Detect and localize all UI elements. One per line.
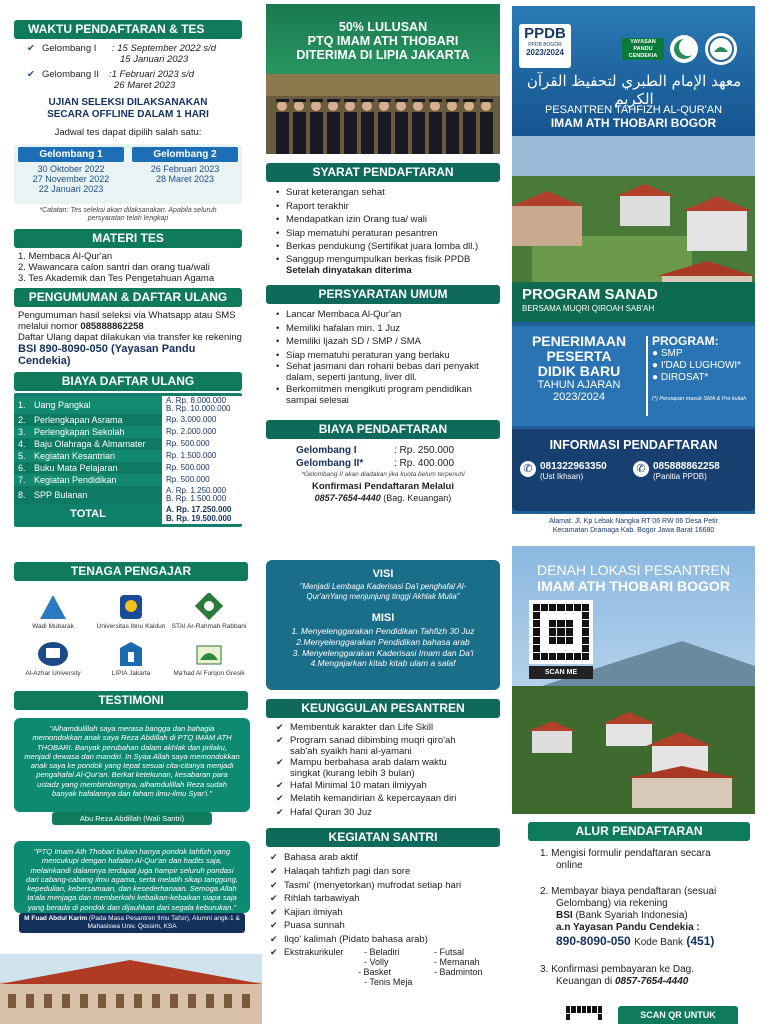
fee-no: 4. bbox=[14, 438, 30, 450]
list-item: ✔ Puasa sunnah bbox=[270, 919, 500, 933]
text-line: melalui nomor bbox=[18, 320, 78, 332]
gelombang-1-fee: : Rp. 250.000 bbox=[394, 445, 455, 457]
ujian-line-1: UJIAN SELEKSI DILAKSANAKAN bbox=[48, 97, 208, 108]
logo-caption: Ma'had Al Furqon Gresik bbox=[173, 670, 245, 677]
denah-title bbox=[512, 562, 755, 594]
step-1: 1. Mengisi formulir pendaftaran secara bbox=[540, 848, 711, 859]
program-header: PROGRAM: bbox=[652, 334, 719, 348]
fee-row bbox=[14, 474, 242, 486]
account-number: 890-8090-050 bbox=[556, 934, 631, 948]
fee-name: Kegiatan Kesantrian bbox=[30, 450, 162, 462]
university-logo bbox=[92, 640, 170, 677]
date: 26 Februari 2023 bbox=[150, 164, 220, 174]
misi-list bbox=[266, 626, 500, 669]
wa-who: (Panitia PPDB) bbox=[653, 472, 707, 481]
date: 30 Oktober 2022 bbox=[37, 164, 105, 174]
pen-line: DIDIK BARU bbox=[537, 363, 621, 379]
testimonial-2-author bbox=[19, 913, 245, 933]
list-item: • Mendapatkan izin Orang tua/ wali bbox=[274, 213, 500, 227]
denah-line: IMAM ATH THOBARI BOGOR bbox=[537, 578, 730, 594]
fee-row bbox=[14, 450, 242, 462]
g1-dates2: 15 Januari 2023 bbox=[120, 54, 189, 65]
testimonial-2: "PTQ Imam Ath Thobari bukan hanya pondok tahfizh yang mencukupi dengan hafalan Al-Qur'an dan hadits saja, melainkandi dalamnya terdapat juga hampir seluruh pondasi dari cabang-cabang ilmu agama, serta melatih sikap tanggung, kepedulian, kebersamaan, dan kesederhanaan. Semoga Allah ta'ala menjaga dan memberkahi kebaikan-kebaikan siapa saja yang berada di pondok dan dijauhkan dari segala keburukan." bbox=[14, 841, 250, 913]
konfirmasi-label: Konfirmasi Pendaftaran Melalui bbox=[311, 481, 454, 493]
catatan-line: persyaratan telah lengkap bbox=[87, 215, 169, 223]
bank-code: (451) bbox=[686, 934, 715, 948]
list-item: ✔ Ilqo' kalimah (Pidato bahasa arab) bbox=[270, 933, 500, 947]
list-item-text: Sanggup mengumpulkan berkas fisik PPDB bbox=[286, 253, 471, 265]
school-title bbox=[512, 104, 755, 130]
pen-line: TAHUN AJARAN bbox=[537, 379, 621, 391]
g2-dates2: 26 Maret 2023 bbox=[114, 80, 176, 91]
testimonial-1-author: Abu Reza Abdillah (Wali Santri) bbox=[52, 812, 212, 825]
ppdb-year: 2023/2024 bbox=[526, 48, 564, 57]
phone-number: 085888862258 bbox=[80, 320, 144, 332]
visi-text: "Menjadi Lembaga Kaderisasi Da'i penghafal Al-Qur'anYang menjunjung tinggi Akhlak Mulia" bbox=[299, 582, 467, 601]
panel-requirements bbox=[266, 4, 500, 509]
list-item: • Siap mematuhi peraturan pesantren bbox=[274, 227, 500, 241]
list-item: ✔ Halaqah tahfizh pagi dan sore bbox=[270, 865, 500, 879]
university-logo bbox=[170, 640, 248, 677]
ekstra-item: - Memanah bbox=[434, 956, 480, 967]
university-logo bbox=[170, 593, 248, 630]
graduates-photo bbox=[266, 74, 500, 154]
ekstra-item: - Futsal bbox=[434, 946, 465, 957]
list-item: 1. Membaca Al-Qur'an bbox=[18, 250, 113, 262]
section-header-keunggulan: KEUNGGULAN PESANTREN bbox=[266, 699, 500, 718]
school-building-photo bbox=[0, 954, 262, 1024]
banner-line: PTQ IMAM ATH THOBARI bbox=[307, 34, 459, 48]
fee-name: Perlengkapan Asrama bbox=[30, 414, 162, 426]
author-role: (Pada Masa Pesantren Ilmu Tafsir), Alumni angk-1 & Mahasiswa Univ. Qossim, KSA bbox=[87, 915, 240, 930]
stai-logo-icon bbox=[194, 593, 224, 621]
logo-caption: LIPIA Jakarta bbox=[111, 670, 151, 677]
program-list bbox=[652, 334, 747, 402]
section-header-biaya-pendaftaran: BIAYA PENDAFTARAN bbox=[266, 420, 500, 439]
total-a: A. Rp. 17.250.000 bbox=[166, 504, 232, 514]
fee-row bbox=[14, 396, 242, 414]
fee-row bbox=[14, 438, 242, 450]
catatan bbox=[14, 207, 242, 224]
list-item: ✔ Tasmi' (menyetorkan) mufrodat setiap hari bbox=[270, 879, 500, 893]
fee-no: 8. bbox=[14, 486, 30, 504]
fee-row bbox=[14, 414, 242, 426]
fee-value: Rp. 500.000 bbox=[166, 474, 210, 484]
syarat-list bbox=[274, 186, 500, 276]
keunggulan-list bbox=[276, 721, 476, 819]
lipia-logo-icon bbox=[116, 640, 146, 668]
section-header-syarat: SYARAT PENDAFTARAN bbox=[266, 163, 500, 182]
fee-no: 1. bbox=[14, 396, 30, 414]
denah-line: DENAH LOKASI PESANTREN bbox=[537, 562, 730, 578]
pen-line: PENERIMAAN bbox=[531, 333, 627, 349]
yayasan-logo bbox=[622, 38, 664, 60]
section-header-alur: ALUR PENDAFTARAN bbox=[528, 822, 750, 841]
university-logo bbox=[92, 593, 170, 630]
kegiatan-list bbox=[270, 851, 500, 946]
text-line: Daftar Ulang dapat dilakukan via transfer ke rekening bbox=[18, 331, 242, 343]
section-header-umum: PERSYARATAN UMUM bbox=[266, 285, 500, 304]
list-item: • Memiliki hafalan min. 1 Juz bbox=[274, 322, 500, 336]
fee-table bbox=[14, 393, 242, 527]
misi-item: 3. Menyelenggarakan Kaderisasi Imam dan Da'i bbox=[292, 647, 474, 658]
step-2: 2. Membayar biaya pendaftaran (sesuai bbox=[540, 886, 717, 897]
ujian-line-2: SECARA OFFLINE DALAM 1 HARI bbox=[47, 109, 209, 120]
qr-code-location[interactable] bbox=[529, 600, 593, 664]
bank-code-label: Kode Bank bbox=[634, 937, 684, 948]
bank-account: BSI 890-8090-050 (Yayasan Pandu bbox=[18, 342, 196, 355]
misi-header: MISI bbox=[371, 612, 395, 624]
list-item: 3. Tes Akademik dan Tes Pengetahuan Agama bbox=[18, 272, 215, 284]
ppdb-title: PPDB bbox=[524, 25, 566, 42]
step-3: 3. Konfirmasi pembayaran ke Dag. bbox=[540, 964, 694, 975]
fee-value: A. Rp. 8.000.000 bbox=[166, 395, 227, 405]
section-header-waktu: WAKTU PENDAFTARAN & TES bbox=[14, 20, 242, 39]
university-logo bbox=[14, 593, 92, 630]
logo-caption: STAI Ar-Rahmah Rabbani bbox=[171, 623, 247, 630]
fee-name: Kegiatan Pendidikan bbox=[30, 474, 162, 486]
address-line: Kecamatan Dramaga Kab. Bogor Jawa Barat 16680 bbox=[552, 527, 715, 534]
ekstra-item: - Basket bbox=[358, 966, 392, 977]
jadwal-table bbox=[14, 144, 242, 204]
umum-list bbox=[274, 308, 500, 406]
banner-line: 50% LULUSAN bbox=[338, 20, 428, 34]
fee-no: 7. bbox=[14, 474, 30, 486]
program-note: (*) Persiapan masuk SMA & Pra kuliah bbox=[652, 396, 747, 402]
list-item: ✔ Rihlah tarbawiyah bbox=[270, 892, 500, 906]
step-1-cont: online bbox=[556, 860, 583, 871]
banner-line: DITERIMA DI LIPIA JAKARTA bbox=[296, 48, 470, 62]
ekstra-label: Ekstrakurikuler bbox=[284, 946, 344, 957]
address-line: Alamat: Jl. Kp Lebak Nangka RT 06 RW 06 Desa Petir bbox=[549, 518, 718, 525]
alur-steps bbox=[540, 848, 754, 988]
bank-account-name: Cendekia) bbox=[18, 354, 71, 367]
step-3-cont: Keuangan di bbox=[556, 976, 613, 987]
sanad-title: PROGRAM SANAD bbox=[522, 286, 658, 303]
list-item bbox=[274, 254, 500, 276]
tab-gelombang-1: Gelombang 1 bbox=[18, 147, 124, 162]
graduates-banner bbox=[266, 4, 500, 154]
check-icon: ✔ bbox=[270, 946, 278, 957]
arabic-name: معهد الإمام الطبري لتحفيظ القرآن الكريم bbox=[526, 72, 742, 108]
logo-text: PANDU bbox=[633, 46, 653, 52]
date: 22 Januari 2023 bbox=[38, 184, 104, 194]
logo-caption: Al-Azhar University bbox=[25, 670, 81, 677]
gelombang-2-fee: : Rp. 400.000 bbox=[394, 458, 455, 470]
ibnu-kaldun-logo-icon bbox=[116, 593, 146, 621]
g1-dates: : 15 September 2022 s/d bbox=[112, 43, 217, 54]
list-item: ✔ Hafal Minimal 10 matan ilmiyyah bbox=[276, 779, 476, 793]
wa-number: 081322963350 bbox=[540, 461, 607, 472]
program-item-text: DIROSAT* bbox=[660, 372, 709, 383]
fee-row bbox=[14, 462, 242, 474]
al-furqon-logo-icon bbox=[194, 640, 224, 668]
whatsapp-icon: ✆ bbox=[520, 461, 536, 477]
fee-no: 3. bbox=[14, 426, 30, 438]
tab-gelombang-2: Gelombang 2 bbox=[132, 147, 238, 162]
jadwal-text: Jadwal tes dapat dipilih salah satu: bbox=[54, 127, 202, 138]
scan-me-label: SCAN ME bbox=[529, 666, 593, 679]
list-item: ✔ Kajian ilmiyah bbox=[270, 906, 500, 920]
sanad-sub: BERSAMA MUQRI QIROAH SAB'AH bbox=[522, 304, 655, 313]
ujian-note bbox=[14, 97, 242, 121]
fee-row bbox=[14, 486, 242, 504]
catatan-line: *Catatan: Tes seleksi akan dilaksanakan. Apabila seluruh bbox=[39, 207, 217, 214]
ppdb-info bbox=[512, 326, 755, 426]
list-item: • Berkas pendukung (Sertifikat juara lomba dll.) bbox=[274, 240, 500, 254]
school-emblem-icon bbox=[704, 32, 738, 66]
fee-value: B. Rp. 1.500.000 bbox=[166, 493, 227, 503]
list-item: • Memiliki Ijazah SD / SMP / SMA bbox=[274, 335, 500, 349]
konfirmasi-phone: 0857-7654-4440 bbox=[314, 493, 381, 504]
ekstrakurikuler bbox=[266, 947, 500, 987]
wadi-mubarak-logo-icon bbox=[38, 593, 68, 621]
list-item: ✔ Hafal Quran 30 Juz bbox=[276, 806, 476, 820]
panel-vision bbox=[266, 560, 500, 1024]
whatsapp-icon: ✆ bbox=[633, 461, 649, 477]
section-header-biaya-daftar-ulang: BIAYA DAFTAR ULANG bbox=[14, 372, 242, 391]
g2-dates: :1 Februari 2023 s/d bbox=[109, 69, 195, 80]
gelombang-2-row bbox=[14, 69, 242, 95]
konfirmasi-who: (Bag. Keuangan) bbox=[383, 493, 452, 504]
scan-qr-label: SCAN QR UNTUK bbox=[618, 1006, 738, 1024]
fee-no: 6. bbox=[14, 462, 30, 474]
title-line: IMAM ATH THOBARI BOGOR bbox=[550, 116, 717, 130]
ppdb-badge bbox=[519, 24, 571, 68]
list-item: • Berkomitmen mengikuti program pendidikan sampai selesai bbox=[274, 385, 500, 406]
fee-value: Rp. 2.000.000 bbox=[166, 426, 217, 436]
divider bbox=[646, 336, 648, 416]
list-item: ✔ Program sanad dibimbing muqri qiro'ah sab'ah syaikh hani al-yamani bbox=[276, 735, 476, 757]
panel-cover bbox=[512, 6, 755, 536]
program-item: ● SMP bbox=[652, 348, 683, 359]
sanad-banner bbox=[512, 282, 755, 322]
list-item: • Siap mematuhi peraturan yang berlaku bbox=[274, 349, 500, 363]
text-line: Pengumuman hasil seleksi via Whatsapp atau SMS bbox=[18, 309, 236, 321]
misi-item: 4.Mengajarkan kitab kitab ulam a salaf bbox=[310, 658, 456, 669]
list-item-bold: Setelah dinyatakan diterima bbox=[286, 264, 412, 276]
wa-number: 085888862258 bbox=[653, 461, 720, 472]
fee-value: Rp. 500.000 bbox=[166, 462, 210, 472]
fee-value: A. Rp. 1.250.000 bbox=[166, 485, 227, 495]
contact-title: INFORMASI PENDAFTARAN bbox=[549, 438, 718, 452]
fee-name: Buku Mata Pelajaran bbox=[30, 462, 162, 474]
total-b: B. Rp. 19.500.000 bbox=[166, 513, 232, 523]
date: 28 Maret 2023 bbox=[155, 174, 215, 184]
ekstra-item: - Badminton bbox=[434, 966, 483, 977]
panel-registration-time bbox=[14, 20, 242, 527]
list-item: ✔ Membentuk karakter dan Life Skill bbox=[276, 721, 476, 735]
total-row bbox=[14, 504, 242, 524]
program-item-text: SMP bbox=[660, 348, 683, 359]
fee-note: *Gelombang II akan diadakan jika kuota belum terpenuhi bbox=[301, 471, 465, 479]
bank-name: BSI bbox=[556, 910, 573, 921]
program-item-text: I'DAD LUGHOWI* bbox=[660, 360, 742, 371]
section-header-kegiatan: KEGIATAN SANTRI bbox=[266, 828, 500, 847]
cover-header bbox=[512, 6, 755, 136]
list-item: ✔ Bahasa arab aktif bbox=[270, 851, 500, 865]
gelombang-1-row bbox=[14, 43, 242, 69]
section-header-materi: MATERI TES bbox=[14, 229, 242, 248]
gelombang-1-fee-label: Gelombang I bbox=[296, 445, 357, 457]
section-header-pengumuman: PENGUMUMAN & DAFTAR ULANG bbox=[14, 288, 242, 307]
materi-list bbox=[18, 251, 242, 284]
program-item: ● DIROSAT* bbox=[652, 372, 709, 383]
misi-item: 1. Menyelenggarakan Pendidikan Tahfizh 30 Juz bbox=[291, 626, 475, 636]
total-label: TOTAL bbox=[70, 507, 106, 520]
al-azhar-logo-icon bbox=[36, 640, 70, 668]
logo-text: CENDEKIA bbox=[628, 53, 658, 59]
bank-full: (Bank Syariah Indonesia) bbox=[575, 910, 688, 921]
testimonial-1: "Alhamdulillah saya merasa bangga dan bahagia memondokkan anak saya Reza Abdillah di PTQ IMAM ATH THOBARI. Banyak perubahan dalam akhlak dan prilaku, menjadi dewasa dan mandiri. In Syaa Allah saya memondokkan anak saya ke pondok yang tepat sesuai cita-citanya menjadi pengahafal Al-Qur'an. Berkat ketekunan, kesabaran para ustadz yang membimbingnya, alhamdulillah Reza sudah banyak hafalannya dan faham ilmu-ilmu Syar'i." bbox=[14, 718, 250, 812]
list-item: • Lancar Membaca Al-Qur'an bbox=[274, 308, 500, 322]
author-name: M Fuad Abdul Karim bbox=[24, 915, 88, 922]
panel-teachers bbox=[14, 562, 248, 1024]
pen-line: PESERTA bbox=[546, 348, 612, 364]
visi-misi-box bbox=[266, 560, 500, 690]
fee-value: Rp. 3.000.000 bbox=[166, 414, 217, 424]
list-item: ✔ Mampu berbahasa arab dalam waktu singkat (kurang lebih 3 bulan) bbox=[276, 757, 476, 779]
penerimaan-text bbox=[518, 334, 640, 403]
visi-header: VISI bbox=[372, 568, 394, 580]
list-item: ✔ Melatih kemandirian & kepercayaan diri bbox=[276, 792, 476, 806]
fee-name: SPP Bulanan bbox=[30, 486, 162, 504]
section-header-testimoni: TESTIMONI bbox=[14, 691, 248, 710]
program-item: ● I'DAD LUGHOWI* bbox=[652, 360, 742, 371]
ekstra-item: - Volly bbox=[364, 956, 389, 967]
ppdb-sub: PPDB BOGOR bbox=[528, 42, 562, 48]
logo-caption: Wadi Mubarak bbox=[32, 623, 74, 630]
fee-value: Rp. 1.500.000 bbox=[166, 450, 217, 460]
fee-value: Rp. 500.000 bbox=[166, 438, 210, 448]
contact-box bbox=[512, 429, 755, 511]
list-item: • Surat keterangan sehat bbox=[274, 186, 500, 200]
address bbox=[512, 514, 755, 536]
gelombang-2-fee-label: Gelombang II* bbox=[296, 458, 364, 470]
fee-row bbox=[14, 426, 242, 438]
tab2-dates bbox=[132, 164, 238, 184]
logo-text: YAYASAN bbox=[630, 39, 656, 45]
fee-value: B. Rp. 10.000.000 bbox=[166, 403, 231, 413]
panel-location bbox=[512, 546, 755, 1024]
list-item: • Raport terakhir bbox=[274, 200, 500, 214]
logo-caption: Universitas Ibnu Kaldun bbox=[96, 623, 166, 630]
confirm-phone: 0857-7654-4440 bbox=[614, 976, 689, 987]
pen-line: 2023/2024 bbox=[553, 391, 605, 403]
fee-name: Baju Olahraga & Almamater bbox=[30, 438, 162, 450]
crescent-logo-icon bbox=[669, 34, 699, 64]
fee-no: 2. bbox=[14, 414, 30, 426]
wa-who: (Ust Ikhsan) bbox=[540, 472, 584, 481]
fee-name: Perlengkapan Sekolah bbox=[30, 426, 162, 438]
list-item: • Sehat jasmani dan rohani bebas dari penyakit dalam, seperti jantung, liver dll. bbox=[274, 362, 500, 383]
tab1-dates bbox=[18, 164, 124, 194]
g2-label: Gelombang II bbox=[42, 69, 100, 80]
banner-text bbox=[266, 4, 500, 62]
ekstra-item: - Beladiri bbox=[364, 946, 400, 957]
logo-grid bbox=[14, 593, 248, 677]
qr-code-register[interactable] bbox=[562, 1002, 606, 1024]
date: 27 November 2022 bbox=[32, 174, 110, 184]
biaya-pendaftaran bbox=[266, 445, 500, 509]
check-icon: ✔ bbox=[27, 43, 35, 54]
pengumuman-text bbox=[18, 310, 242, 367]
misi-item: 2.Menyelenggarakan Pendidikan bahasa arab bbox=[296, 636, 470, 647]
fee-name: Uang Pangkal bbox=[30, 396, 162, 414]
account-owner: a.n Yayasan Pandu Cendekia : bbox=[556, 922, 700, 933]
fee-no: 5. bbox=[14, 450, 30, 462]
section-header-tenaga: TENAGA PENGAJAR bbox=[14, 562, 248, 581]
university-logo bbox=[14, 640, 92, 677]
ekstra-item: - Tenis Meja bbox=[364, 976, 413, 987]
step-2-cont: Gelombang) via rekening bbox=[556, 898, 668, 909]
title-line: PESANTREN TAHFIZH AL-QUR'AN bbox=[544, 104, 723, 116]
g1-label: Gelombang I bbox=[42, 43, 97, 54]
check-icon: ✔ bbox=[27, 69, 35, 80]
list-item: 2. Wawancara calon santri dan orang tua/wali bbox=[18, 261, 210, 273]
